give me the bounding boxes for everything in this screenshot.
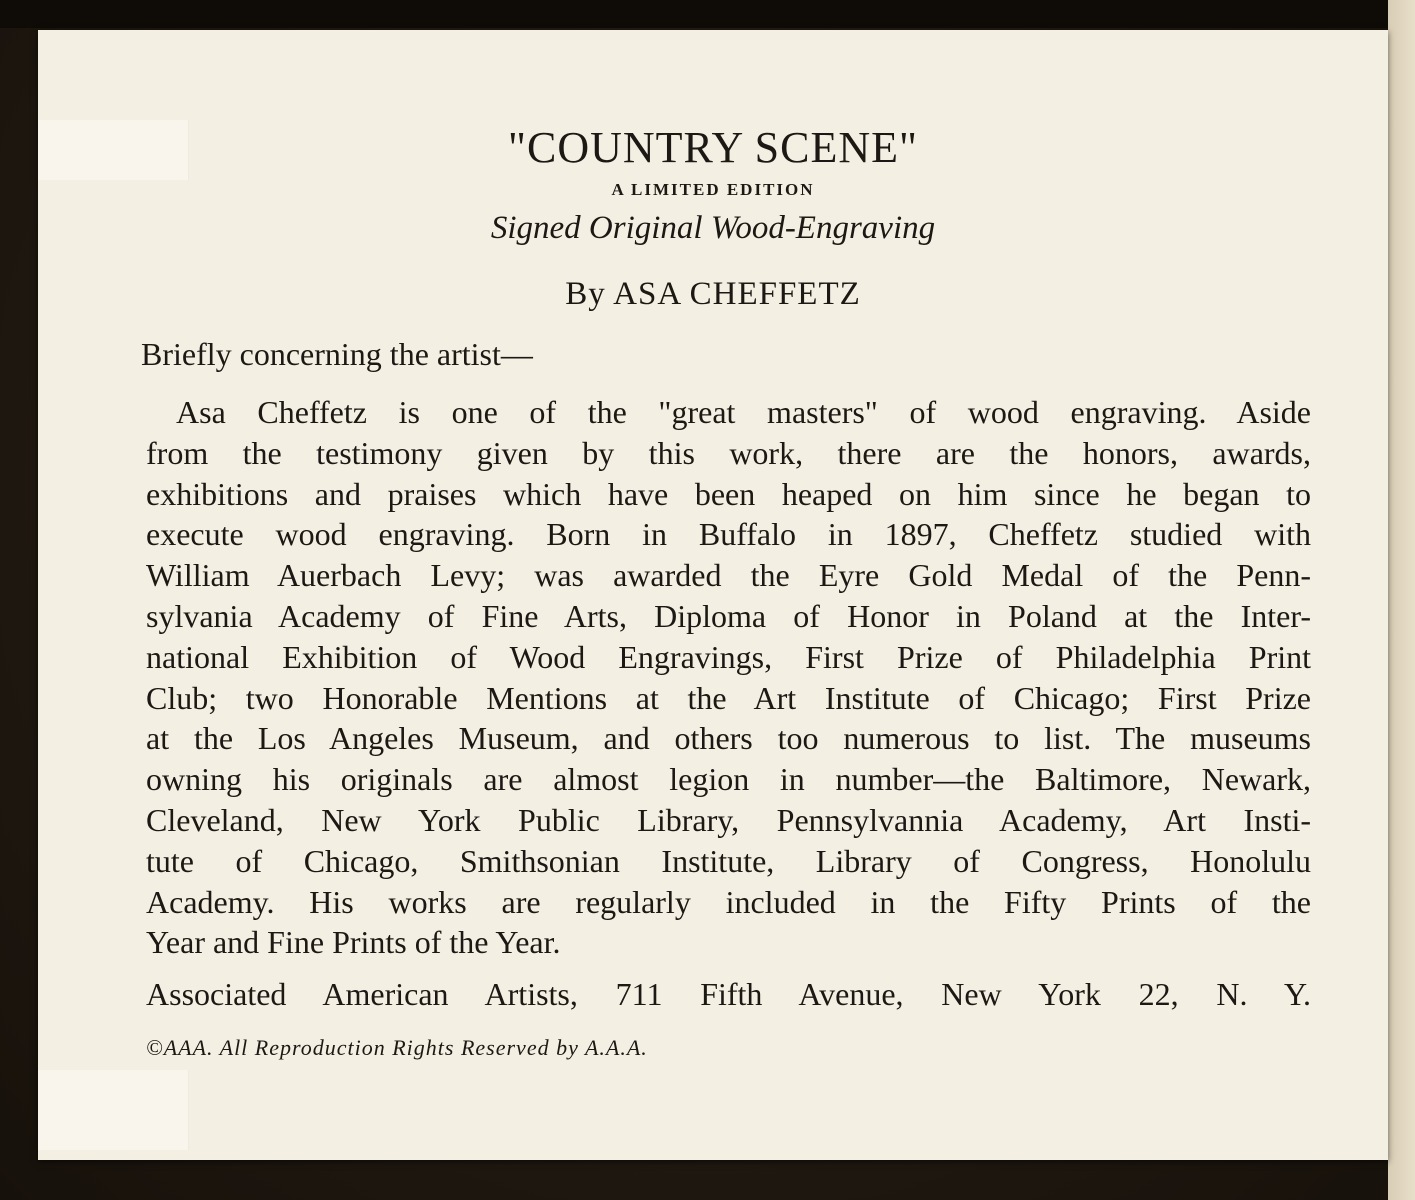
copyright-notice: ©AAA. All Reproduction Rights Reserved by A.A.A.	[146, 1035, 648, 1060]
underlying-paper-edge	[1388, 0, 1415, 1200]
card-subtitle: Signed Original Wood-Engraving	[490, 210, 936, 246]
biography-line: at the Los Angeles Museum, and others too numerous to list. The museums	[146, 720, 1311, 757]
biography-line: Year and Fine Prints of the Year.	[146, 924, 561, 961]
print-info-card	[38, 30, 1388, 1160]
publisher-address: Associated American Artists, 711 Fifth Avenue, New York 22, N. Y.	[146, 976, 1311, 1012]
biography-line: owning his originals are almost legion in number—the Baltimore, Newark,	[146, 761, 1311, 798]
card-content	[38, 30, 1388, 1160]
biography-line: William Auerbach Levy; was awarded the Eyre Gold Medal of the Penn-	[146, 557, 1311, 594]
byline-by: By	[565, 276, 606, 312]
intro-heading: Briefly concerning the artist—	[141, 336, 533, 372]
biography-line: Club; two Honorable Mentions at the Art Institute of Chicago; First Prize	[146, 679, 1311, 716]
dark-top-edge	[0, 0, 1415, 28]
biography-line: Cleveland, New York Public Library, Pennsylvannia Academy, Art Insti-	[146, 801, 1311, 838]
biography-line: tute of Chicago, Smithsonian Institute, Library of Congress, Honolulu	[146, 842, 1311, 879]
biography-line: execute wood engraving. Born in Buffalo in 1897, Cheffetz studied with	[146, 516, 1311, 553]
artist-biography	[146, 392, 1311, 963]
biography-line: Asa Cheffetz is one of the "great masters" of wood engraving. Aside	[176, 394, 1311, 430]
biography-line: Academy. His works are regularly included in the Fifty Prints of the	[146, 883, 1311, 920]
biography-line: exhibitions and praises which have been heaped on him since he began to	[146, 475, 1311, 512]
byline-artist-name: ASA CHEFFETZ	[613, 276, 861, 312]
biography-line: from the testimony given by this work, there are the honors, awards,	[146, 434, 1311, 471]
card-title: "COUNTRY SCENE"	[508, 123, 918, 172]
artist-byline	[38, 276, 1388, 313]
biography-line: sylvania Academy of Fine Arts, Diploma of Honor in Poland at the Inter-	[146, 597, 1311, 634]
edition-label: A LIMITED EDITION	[611, 180, 815, 199]
biography-line: national Exhibition of Wood Engravings, First Prize of Philadelphia Print	[146, 638, 1311, 675]
